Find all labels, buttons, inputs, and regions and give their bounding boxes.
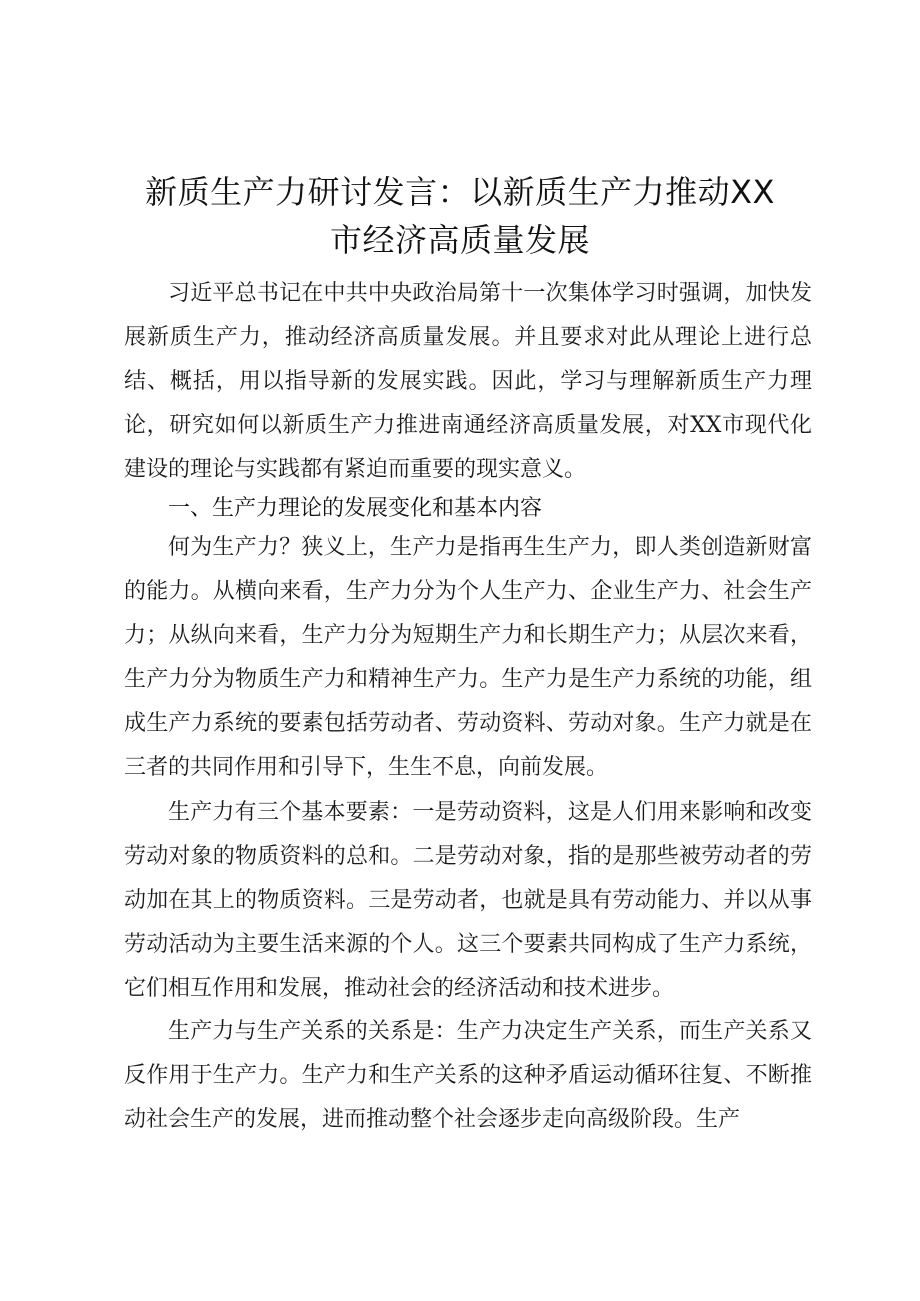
paragraph-what-is-productivity: 何为生产力？狭义上，生产力是指再生生产力，即人类创造新财富的能力。从横向来看，生产力分为个人生产力、企业生产力、社会生产力；从纵向来看，生产力分为短期生产力和长期生产力；从层次来看，生产力分为物质生产力和精神生产力。生产力是生产力系统的功能，组成生产力系统的要素包括劳动者、劳动资料、劳动对象。生产力就是在三者的共同作用和引导下，生生不息，向前发展。 bbox=[124, 535, 812, 780]
paragraph-relations-of-production: 生产力与生产关系的关系是：生产力决定生产关系，而生产关系又反作用于生产力。生产力和生产关系的这种矛盾运动循环往复、不断推动社会生产的发展，进而推动整个社会逐步走向高级阶段。生产 bbox=[124, 1019, 812, 1132]
document-title-line-2: 市经济高质量发展 bbox=[329, 221, 590, 259]
paragraph-three-elements: 生产力有三个基本要素：一是劳动资料，这是人们用来影响和改变劳动对象的物质资料的总和。二是劳动对象，指的是那些被劳动者的劳动加在其上的物质资料。三是劳动者，也就是具有劳动能力、并以从事劳动活动为主要生活来源的个人。这三个要素共同构成了生产力系统，它们相互作用和发展，推动社会的经济活动和技术进步。 bbox=[124, 800, 812, 1001]
paragraph-intro: 习近平总书记在中共中央政治局第十一次集体学习时强调，加快发展新质生产力，推动经济高质量发展。并且要求对此从理论上进行总结、概括，用以指导新的发展实践。因此，学习与理解新质生产力理论，研究如何以新质生产力推进南通经济高质量发展，对XX市现代化建设的理论与实践都有紧迫而重要的现实意义。 bbox=[124, 281, 812, 482]
section-heading-1: 一、生产力理论的发展变化和基本内容 bbox=[168, 496, 543, 521]
document-title-line-1: 新质生产力研讨发言：以新质生产力推动XX bbox=[145, 173, 775, 211]
